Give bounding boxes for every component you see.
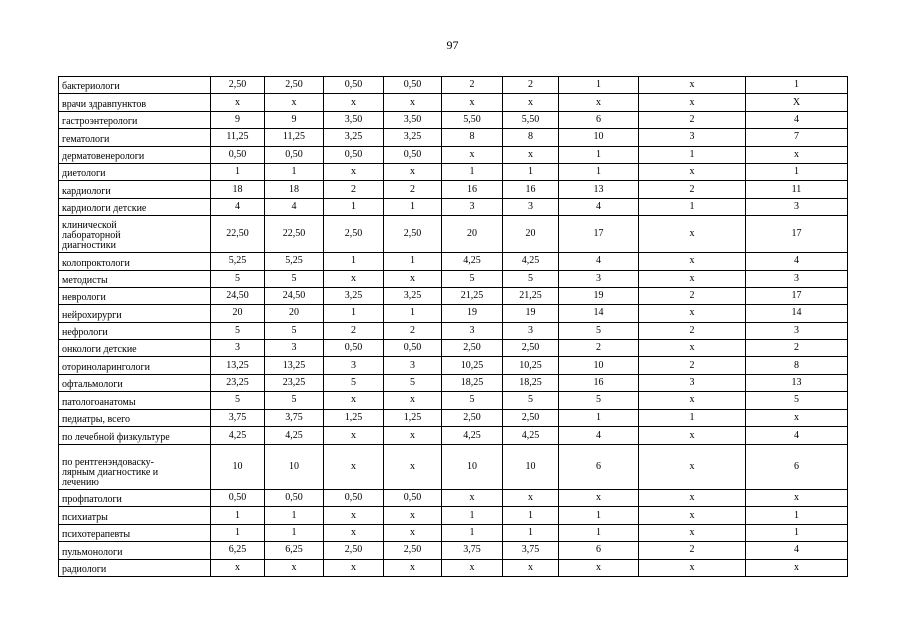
value-cell: х — [639, 340, 746, 357]
specialty-name-cell: педиатры, всего — [59, 409, 211, 426]
value-cell: 10 — [442, 445, 503, 490]
value-cell: 2 — [746, 340, 848, 357]
value-cell: 4,25 — [211, 427, 265, 445]
value-cell: 16 — [442, 181, 503, 198]
specialty-name-cell: патологоанатомы — [59, 392, 211, 409]
value-cell: 5,25 — [265, 253, 324, 270]
value-cell: 1 — [211, 163, 265, 180]
value-cell: х — [746, 559, 848, 576]
value-cell: х — [639, 524, 746, 541]
value-cell: 5 — [211, 270, 265, 287]
value-cell: х — [324, 270, 384, 287]
value-cell: х — [442, 490, 503, 507]
value-cell: 3 — [639, 129, 746, 146]
value-cell: 2 — [324, 322, 384, 339]
value-cell: 5 — [265, 322, 324, 339]
value-cell: 1 — [442, 507, 503, 524]
specialty-name-cell: радиологи — [59, 559, 211, 576]
value-cell: 2,50 — [384, 542, 442, 559]
value-cell: 21,25 — [442, 287, 503, 304]
value-cell: х — [384, 427, 442, 445]
value-cell: 4 — [746, 427, 848, 445]
value-cell: 3,50 — [384, 111, 442, 128]
value-cell: х — [324, 94, 384, 111]
value-cell: 3 — [384, 357, 442, 374]
value-cell: х — [639, 392, 746, 409]
table-row — [59, 94, 848, 111]
value-cell: х — [639, 427, 746, 445]
page-number: 97 — [446, 38, 459, 52]
table-row — [59, 181, 848, 198]
specialty-name-cell: бактериологи — [59, 77, 211, 94]
specialty-name-cell: кардиологи детские — [59, 198, 211, 215]
value-cell: 17 — [559, 216, 639, 253]
value-cell: 2,50 — [442, 340, 503, 357]
value-cell: 5 — [503, 392, 559, 409]
value-cell: 1 — [559, 524, 639, 541]
value-cell: 8 — [442, 129, 503, 146]
value-cell: 5 — [746, 392, 848, 409]
value-cell: х — [324, 559, 384, 576]
specialty-name-cell: гематологи — [59, 129, 211, 146]
value-cell: 19 — [442, 305, 503, 322]
value-cell: 4 — [559, 253, 639, 270]
value-cell: 24,50 — [211, 287, 265, 304]
value-cell: 1 — [559, 77, 639, 94]
value-cell: 5,25 — [211, 253, 265, 270]
value-cell: 1 — [746, 507, 848, 524]
value-cell: х — [639, 445, 746, 490]
value-cell: 2,50 — [324, 216, 384, 253]
value-cell: 0,50 — [324, 146, 384, 163]
value-cell: 2 — [324, 181, 384, 198]
value-cell: х — [639, 559, 746, 576]
value-cell: 1 — [746, 77, 848, 94]
value-cell: х — [265, 94, 324, 111]
value-cell: 1 — [211, 524, 265, 541]
value-cell: 7 — [746, 129, 848, 146]
value-cell: 6,25 — [265, 542, 324, 559]
value-cell: х — [746, 409, 848, 426]
table-row — [59, 409, 848, 426]
value-cell: 2 — [639, 111, 746, 128]
table-row — [59, 392, 848, 409]
specialty-name-cell: кардиологи — [59, 181, 211, 198]
value-cell: 3 — [746, 198, 848, 215]
specialty-name-cell: врачи здравпунктов — [59, 94, 211, 111]
table-row — [59, 559, 848, 576]
value-cell: 3,50 — [324, 111, 384, 128]
value-cell: х — [324, 445, 384, 490]
value-cell: 1 — [442, 163, 503, 180]
value-cell: 1,25 — [324, 409, 384, 426]
value-cell: 24,50 — [265, 287, 324, 304]
value-cell: 2 — [639, 357, 746, 374]
value-cell: х — [384, 94, 442, 111]
specialty-name-cell: по рентгенэндоваску- лярным диагностике и лечению — [59, 445, 211, 490]
specialty-name-cell: гастроэнтерологи — [59, 111, 211, 128]
value-cell: 2 — [384, 322, 442, 339]
table-row — [59, 305, 848, 322]
table-row — [59, 524, 848, 541]
table-row — [59, 253, 848, 270]
value-cell: 0,50 — [324, 340, 384, 357]
value-cell: 1 — [503, 524, 559, 541]
value-cell: 13 — [559, 181, 639, 198]
value-cell: 4,25 — [503, 253, 559, 270]
value-cell: 20 — [442, 216, 503, 253]
table-row — [59, 129, 848, 146]
value-cell: 2 — [442, 77, 503, 94]
value-cell: 1 — [559, 507, 639, 524]
value-cell: 5 — [503, 270, 559, 287]
value-cell: 4 — [746, 111, 848, 128]
value-cell: 6 — [746, 445, 848, 490]
value-cell: х — [639, 163, 746, 180]
value-cell: 11,25 — [211, 129, 265, 146]
table-row — [59, 490, 848, 507]
value-cell: х — [442, 559, 503, 576]
value-cell: х — [324, 392, 384, 409]
value-cell: 22,50 — [211, 216, 265, 253]
value-cell: х — [559, 559, 639, 576]
value-cell: 2 — [639, 542, 746, 559]
value-cell: 11,25 — [265, 129, 324, 146]
specialty-name-cell: по лечебной физкультуре — [59, 427, 211, 445]
value-cell: 3 — [324, 357, 384, 374]
value-cell: 5 — [559, 392, 639, 409]
value-cell: 1 — [265, 507, 324, 524]
specialty-name-cell: колопроктологи — [59, 253, 211, 270]
value-cell: 18,25 — [442, 374, 503, 391]
value-cell: 3 — [746, 270, 848, 287]
value-cell: 6 — [559, 542, 639, 559]
value-cell: 2,50 — [503, 340, 559, 357]
value-cell: 1 — [324, 198, 384, 215]
table-row — [59, 445, 848, 490]
value-cell: 3 — [211, 340, 265, 357]
value-cell: х — [639, 490, 746, 507]
table-row — [59, 374, 848, 391]
value-cell: 2 — [503, 77, 559, 94]
value-cell: 1 — [639, 198, 746, 215]
value-cell: 0,50 — [211, 490, 265, 507]
value-cell: 11 — [746, 181, 848, 198]
value-cell: х — [639, 305, 746, 322]
value-cell: 19 — [559, 287, 639, 304]
specialty-name-cell: неврологи — [59, 287, 211, 304]
value-cell: х — [384, 270, 442, 287]
value-cell: 1 — [503, 507, 559, 524]
value-cell: 3 — [265, 340, 324, 357]
value-cell: 1 — [639, 409, 746, 426]
value-cell: 1 — [265, 163, 324, 180]
value-cell: 23,25 — [211, 374, 265, 391]
value-cell: х — [639, 77, 746, 94]
table-row — [59, 507, 848, 524]
value-cell: х — [384, 392, 442, 409]
table-row — [59, 542, 848, 559]
specialty-name-cell: нефрологи — [59, 322, 211, 339]
value-cell: 0,50 — [265, 146, 324, 163]
value-cell: 0,50 — [384, 77, 442, 94]
value-cell: 4 — [746, 542, 848, 559]
value-cell: х — [746, 146, 848, 163]
value-cell: 0,50 — [324, 490, 384, 507]
value-cell: 5 — [324, 374, 384, 391]
value-cell: х — [639, 94, 746, 111]
value-cell: 5 — [559, 322, 639, 339]
specialty-name-cell: методисты — [59, 270, 211, 287]
value-cell: 1 — [324, 253, 384, 270]
value-cell: 8 — [503, 129, 559, 146]
value-cell: 20 — [265, 305, 324, 322]
value-cell: х — [503, 146, 559, 163]
value-cell: 13,25 — [211, 357, 265, 374]
value-cell: 1 — [442, 524, 503, 541]
table-row — [59, 111, 848, 128]
value-cell: 2 — [639, 322, 746, 339]
value-cell: 3,25 — [324, 287, 384, 304]
specialty-name-cell: онкологи детские — [59, 340, 211, 357]
table-row — [59, 427, 848, 445]
value-cell: 3,25 — [324, 129, 384, 146]
value-cell: х — [442, 146, 503, 163]
value-cell: 20 — [503, 216, 559, 253]
value-cell: 2 — [384, 181, 442, 198]
value-cell: 3 — [442, 322, 503, 339]
table-row — [59, 340, 848, 357]
value-cell: 4 — [265, 198, 324, 215]
value-cell: 2 — [559, 340, 639, 357]
value-cell: х — [639, 216, 746, 253]
value-cell: 1 — [384, 198, 442, 215]
value-cell: 2 — [639, 181, 746, 198]
value-cell: х — [639, 253, 746, 270]
staffing-table — [58, 76, 848, 577]
table-row — [59, 270, 848, 287]
value-cell: х — [324, 524, 384, 541]
value-cell: 1 — [384, 253, 442, 270]
value-cell: 22,50 — [265, 216, 324, 253]
value-cell: 16 — [559, 374, 639, 391]
value-cell: 3,75 — [442, 542, 503, 559]
value-cell: 10 — [265, 445, 324, 490]
value-cell: 5,50 — [503, 111, 559, 128]
value-cell: 10 — [559, 357, 639, 374]
value-cell: 1 — [559, 409, 639, 426]
value-cell: 0,50 — [211, 146, 265, 163]
value-cell: 14 — [746, 305, 848, 322]
specialty-name-cell: диетологи — [59, 163, 211, 180]
value-cell: 6 — [559, 111, 639, 128]
table-row — [59, 146, 848, 163]
value-cell: 21,25 — [503, 287, 559, 304]
table-row — [59, 198, 848, 215]
value-cell: 6,25 — [211, 542, 265, 559]
value-cell: 10,25 — [442, 357, 503, 374]
value-cell: 0,50 — [384, 490, 442, 507]
value-cell: 10 — [503, 445, 559, 490]
specialty-name-cell: оториноларингологи — [59, 357, 211, 374]
table-row — [59, 287, 848, 304]
specialty-name-cell: клинической лабораторной диагностики — [59, 216, 211, 253]
value-cell: 1 — [559, 163, 639, 180]
value-cell: 5 — [211, 392, 265, 409]
value-cell: 4 — [559, 427, 639, 445]
value-cell: 1 — [559, 146, 639, 163]
specialty-name-cell: психиатры — [59, 507, 211, 524]
value-cell: 17 — [746, 216, 848, 253]
value-cell: 18,25 — [503, 374, 559, 391]
value-cell: 5 — [265, 392, 324, 409]
table-row — [59, 216, 848, 253]
value-cell: 0,50 — [384, 340, 442, 357]
value-cell: 16 — [503, 181, 559, 198]
value-cell: 1 — [265, 524, 324, 541]
value-cell: 4,25 — [442, 427, 503, 445]
value-cell: 6 — [559, 445, 639, 490]
value-cell: 9 — [211, 111, 265, 128]
value-cell: х — [211, 559, 265, 576]
value-cell: 4,25 — [503, 427, 559, 445]
value-cell: 23,25 — [265, 374, 324, 391]
specialty-name-cell: дерматовенерологи — [59, 146, 211, 163]
value-cell: х — [324, 427, 384, 445]
value-cell: 4 — [211, 198, 265, 215]
value-cell: 14 — [559, 305, 639, 322]
value-cell: х — [442, 94, 503, 111]
value-cell: 2,50 — [503, 409, 559, 426]
value-cell: 2,50 — [211, 77, 265, 94]
value-cell: 5 — [442, 392, 503, 409]
value-cell: х — [384, 445, 442, 490]
value-cell: 3 — [746, 322, 848, 339]
value-cell: х — [746, 490, 848, 507]
value-cell: 2,50 — [384, 216, 442, 253]
value-cell: 1 — [211, 507, 265, 524]
value-cell: 19 — [503, 305, 559, 322]
value-cell: х — [559, 490, 639, 507]
value-cell: 20 — [211, 305, 265, 322]
value-cell: 18 — [211, 181, 265, 198]
value-cell: 0,50 — [324, 77, 384, 94]
value-cell: 1 — [324, 305, 384, 322]
value-cell: 3,75 — [265, 409, 324, 426]
value-cell: 5 — [384, 374, 442, 391]
value-cell: 3,25 — [384, 129, 442, 146]
value-cell: 1 — [384, 305, 442, 322]
value-cell: 13 — [746, 374, 848, 391]
specialty-name-cell: пульмонологи — [59, 542, 211, 559]
value-cell: 3 — [503, 198, 559, 215]
value-cell: 3,75 — [503, 542, 559, 559]
value-cell: х — [384, 163, 442, 180]
value-cell: 4 — [559, 198, 639, 215]
value-cell: х — [639, 270, 746, 287]
value-cell: 1 — [503, 163, 559, 180]
value-cell: 3,75 — [211, 409, 265, 426]
value-cell: 17 — [746, 287, 848, 304]
value-cell: х — [639, 507, 746, 524]
value-cell: 2,50 — [324, 542, 384, 559]
table-row — [59, 322, 848, 339]
table-row — [59, 357, 848, 374]
value-cell: 0,50 — [384, 146, 442, 163]
value-cell: 2 — [639, 287, 746, 304]
value-cell: 5 — [211, 322, 265, 339]
value-cell: х — [384, 507, 442, 524]
value-cell: 5,50 — [442, 111, 503, 128]
value-cell: х — [503, 559, 559, 576]
specialty-name-cell: офтальмологи — [59, 374, 211, 391]
value-cell: х — [503, 490, 559, 507]
value-cell: х — [384, 559, 442, 576]
value-cell: х — [324, 163, 384, 180]
value-cell: 3 — [559, 270, 639, 287]
value-cell: 2,50 — [265, 77, 324, 94]
value-cell: 4,25 — [442, 253, 503, 270]
value-cell: 3 — [442, 198, 503, 215]
value-cell: 9 — [265, 111, 324, 128]
value-cell: 5 — [442, 270, 503, 287]
specialty-name-cell: профпатологи — [59, 490, 211, 507]
value-cell: 5 — [265, 270, 324, 287]
value-cell: х — [265, 559, 324, 576]
value-cell: 4,25 — [265, 427, 324, 445]
specialty-name-cell: психотерапевты — [59, 524, 211, 541]
value-cell: 4 — [746, 253, 848, 270]
value-cell: 1 — [746, 163, 848, 180]
value-cell: 3 — [639, 374, 746, 391]
value-cell: Х — [746, 94, 848, 111]
value-cell: 1 — [746, 524, 848, 541]
value-cell: 10 — [211, 445, 265, 490]
value-cell: 1,25 — [384, 409, 442, 426]
value-cell: 8 — [746, 357, 848, 374]
value-cell: х — [559, 94, 639, 111]
value-cell: х — [384, 524, 442, 541]
value-cell: 1 — [639, 146, 746, 163]
value-cell: 3,25 — [384, 287, 442, 304]
value-cell: х — [211, 94, 265, 111]
value-cell: 13,25 — [265, 357, 324, 374]
value-cell: 2,50 — [442, 409, 503, 426]
value-cell: 10,25 — [503, 357, 559, 374]
value-cell: 0,50 — [265, 490, 324, 507]
table-row — [59, 163, 848, 180]
value-cell: 18 — [265, 181, 324, 198]
value-cell: х — [324, 507, 384, 524]
specialty-name-cell: нейрохирурги — [59, 305, 211, 322]
value-cell: х — [503, 94, 559, 111]
table-row — [59, 77, 848, 94]
value-cell: 10 — [559, 129, 639, 146]
value-cell: 3 — [503, 322, 559, 339]
